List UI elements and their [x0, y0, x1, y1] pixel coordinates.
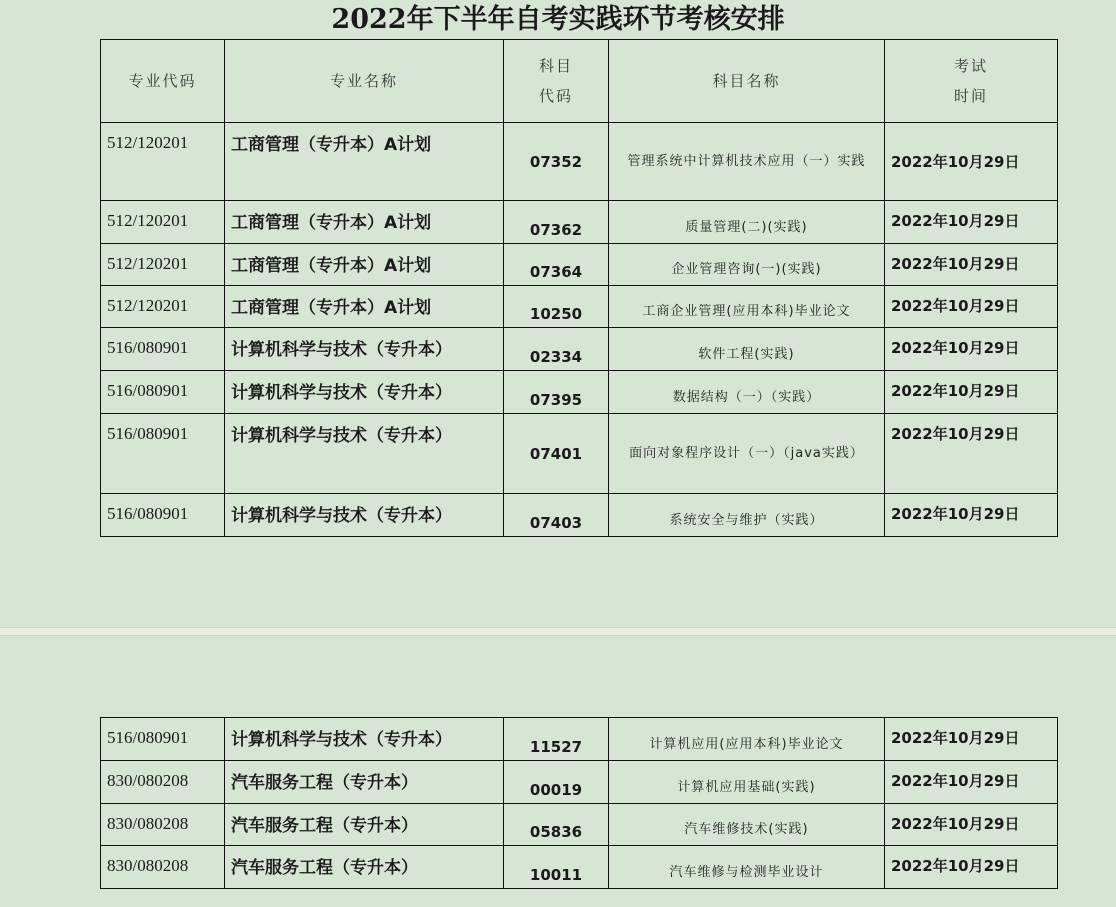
- header-subject-code-line1: 科目: [538, 57, 573, 75]
- major-code-cell: 516/080901: [101, 494, 225, 537]
- major-code-cell: 516/080901: [101, 718, 225, 761]
- major-code-cell: 512/120201: [101, 201, 225, 244]
- subject-name-cell: 软件工程(实践): [609, 328, 885, 371]
- page-title: 2022年下半年自考实践环节考核安排: [331, 4, 785, 35]
- exam-date-cell: 2022年10月29日: [885, 494, 1058, 537]
- subject-code-cell: 07362: [504, 201, 609, 244]
- table-row: [101, 414, 1058, 494]
- major-code-cell: 512/120201: [101, 123, 225, 201]
- header-subject-name: 科目名称: [609, 40, 885, 123]
- major-name-cell: 计算机科学与技术（专升本）: [225, 494, 504, 537]
- subject-code-cell: 07395: [504, 371, 609, 414]
- subject-name-cell: 汽车维修与检测毕业设计: [609, 846, 885, 889]
- header-subject-code-line2: 代码: [538, 87, 573, 105]
- table-row: [101, 494, 1058, 537]
- table-row: [101, 244, 1058, 286]
- table-row: [101, 846, 1058, 889]
- subject-name-cell: 企业管理咨询(一)(实践): [609, 244, 885, 286]
- exam-date-cell: 2022年10月29日: [885, 201, 1058, 244]
- major-name-cell: 计算机科学与技术（专升本）: [225, 371, 504, 414]
- major-name-cell: 工商管理（专升本）A计划: [225, 244, 504, 286]
- subject-code-cell: 00019: [504, 761, 609, 804]
- exam-date-cell: 2022年10月29日: [885, 414, 1058, 494]
- subject-code-cell: 11527: [504, 718, 609, 761]
- major-code-cell: 512/120201: [101, 286, 225, 328]
- subject-name-cell: 计算机应用基础(实践): [609, 761, 885, 804]
- major-name-cell: 工商管理（专升本）A计划: [225, 286, 504, 328]
- subject-code-cell: 07403: [504, 494, 609, 537]
- major-name-cell: 汽车服务工程（专升本）: [225, 761, 504, 804]
- table-row: [101, 718, 1058, 761]
- major-name-cell: 计算机科学与技术（专升本）: [225, 328, 504, 371]
- subject-code-cell: 05836: [504, 804, 609, 846]
- subject-name-cell: 面向对象程序设计（一）（java实践）: [609, 414, 885, 494]
- header-major-code: 专业代码: [101, 40, 225, 123]
- table-row: [101, 761, 1058, 804]
- subject-code-cell: 10250: [504, 286, 609, 328]
- exam-date-cell: 2022年10月29日: [885, 718, 1058, 761]
- subject-code-cell: 10011: [504, 846, 609, 889]
- major-name-cell: 工商管理（专升本）A计划: [225, 201, 504, 244]
- schedule-table-bottom: [100, 717, 1058, 889]
- major-name-cell: 工商管理（专升本）A计划: [225, 123, 504, 201]
- major-name-cell: 计算机科学与技术（专升本）: [225, 718, 504, 761]
- header-exam-time: [885, 40, 1058, 123]
- major-code-cell: 830/080208: [101, 761, 225, 804]
- subject-name-cell: 计算机应用(应用本科)毕业论文: [609, 718, 885, 761]
- header-exam-time-line1: 考试: [953, 57, 988, 75]
- page-break-divider: [0, 627, 1116, 636]
- exam-date-cell: 2022年10月29日: [885, 286, 1058, 328]
- table-row: [101, 328, 1058, 371]
- table-row: [101, 201, 1058, 244]
- header-subject-code: [504, 40, 609, 123]
- subject-name-cell: 工商企业管理(应用本科)毕业论文: [609, 286, 885, 328]
- major-name-cell: 计算机科学与技术（专升本）: [225, 414, 504, 494]
- major-code-cell: 830/080208: [101, 804, 225, 846]
- exam-date-cell: 2022年10月29日: [885, 123, 1058, 201]
- subject-name-cell: 数据结构（一）（实践）: [609, 371, 885, 414]
- exam-date-cell: 2022年10月29日: [885, 328, 1058, 371]
- header-exam-time-line2: 时间: [953, 87, 988, 105]
- subject-code-cell: 02334: [504, 328, 609, 371]
- subject-code-cell: 07401: [504, 414, 609, 494]
- exam-date-cell: 2022年10月29日: [885, 804, 1058, 846]
- major-name-cell: 汽车服务工程（专升本）: [225, 846, 504, 889]
- subject-code-cell: 07364: [504, 244, 609, 286]
- subject-name-cell: 管理系统中计算机技术应用（一）实践: [609, 123, 885, 201]
- subject-name-cell: 质量管理(二)(实践): [609, 201, 885, 244]
- major-name-cell: 汽车服务工程（专升本）: [225, 804, 504, 846]
- table-row: [101, 371, 1058, 414]
- subject-name-cell: 汽车维修技术(实践): [609, 804, 885, 846]
- table-row: [101, 123, 1058, 201]
- subject-code-cell: 07352: [504, 123, 609, 201]
- subject-name-cell: 系统安全与维护（实践）: [609, 494, 885, 537]
- major-code-cell: 830/080208: [101, 846, 225, 889]
- exam-date-cell: 2022年10月29日: [885, 846, 1058, 889]
- exam-date-cell: 2022年10月29日: [885, 244, 1058, 286]
- table-row: [101, 286, 1058, 328]
- major-code-cell: 516/080901: [101, 414, 225, 494]
- exam-date-cell: 2022年10月29日: [885, 761, 1058, 804]
- major-code-cell: 516/080901: [101, 371, 225, 414]
- schedule-table-top: [100, 39, 1058, 537]
- major-code-cell: 516/080901: [101, 328, 225, 371]
- major-code-cell: 512/120201: [101, 244, 225, 286]
- header-row: [101, 40, 1058, 123]
- header-major-name: 专业名称: [225, 40, 504, 123]
- table-row: [101, 804, 1058, 846]
- exam-date-cell: 2022年10月29日: [885, 371, 1058, 414]
